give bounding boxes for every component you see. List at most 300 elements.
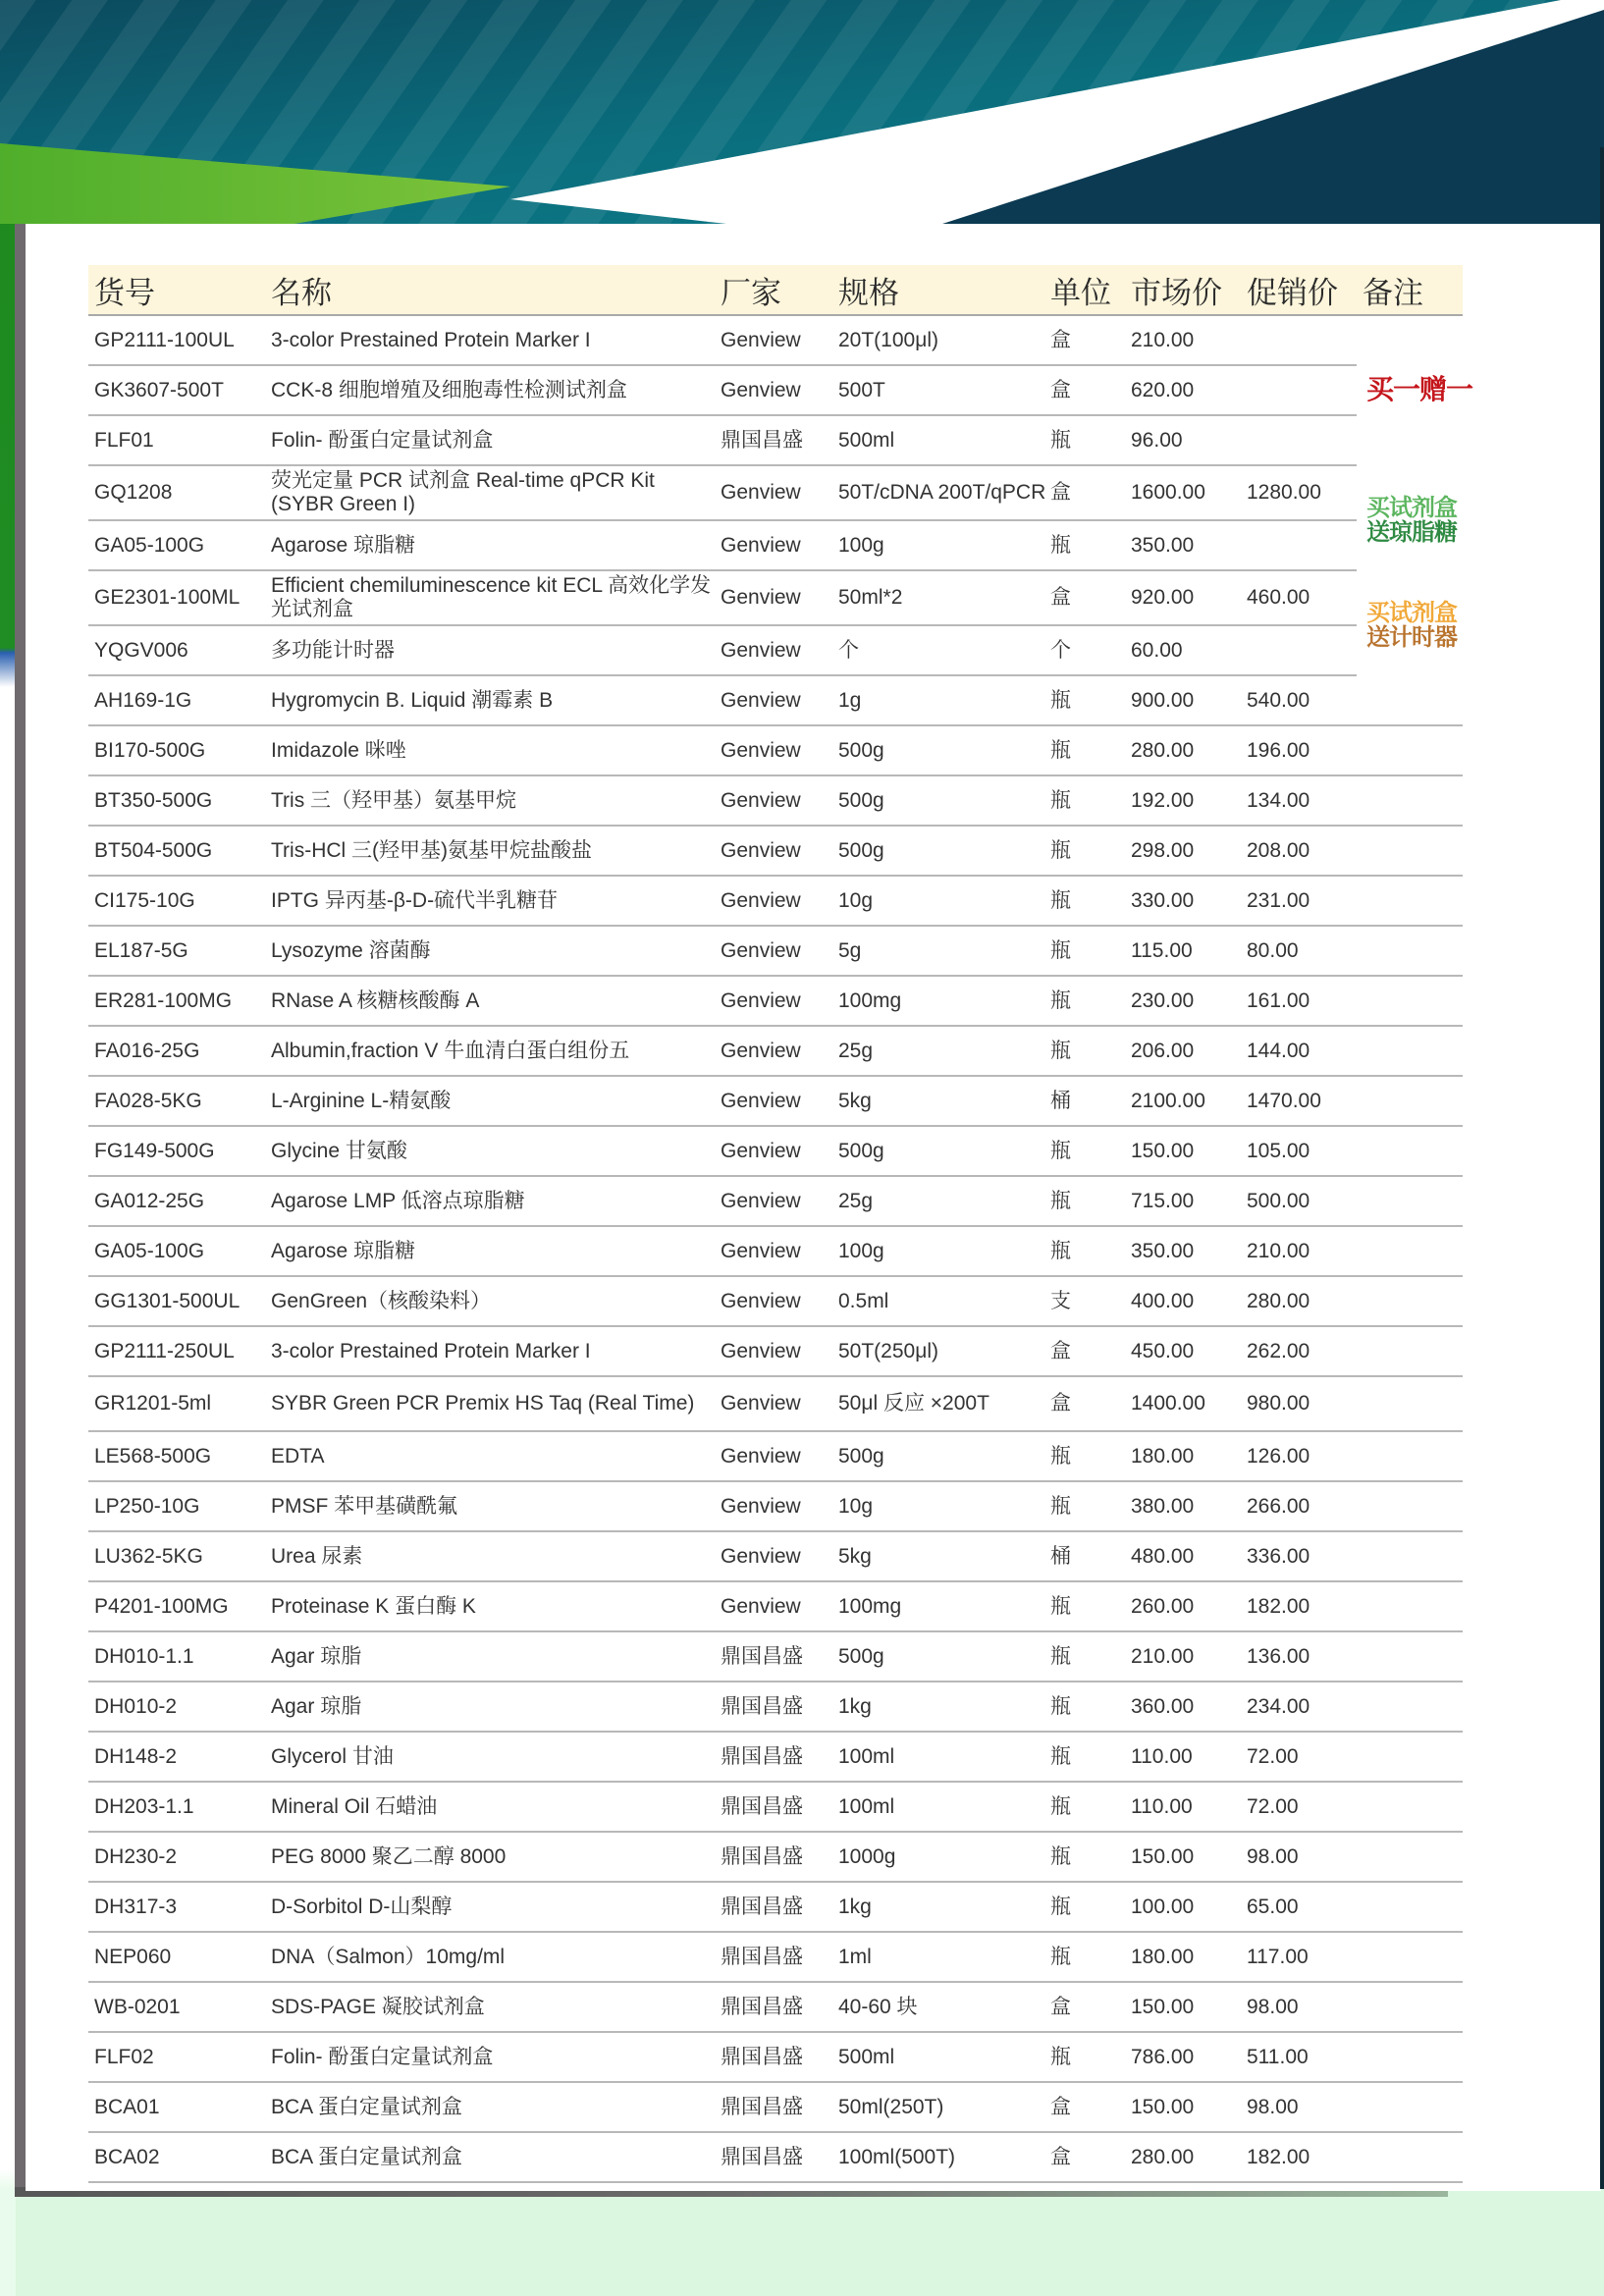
col-header-spec: 规格 <box>832 265 1044 315</box>
col-header-remark: 备注 <box>1357 265 1463 315</box>
market-price-cell: 900.00 <box>1125 675 1241 725</box>
market-price-cell: 180.00 <box>1125 1932 1241 1982</box>
table-row <box>88 1126 1463 1176</box>
unit-cell: 瓶 <box>1044 1732 1125 1782</box>
promo-price-cell: 208.00 <box>1241 826 1357 876</box>
remark-cell <box>1357 2032 1463 2082</box>
promo-price-cell: 231.00 <box>1241 876 1357 926</box>
specification-cell: 40-60 块 <box>832 1982 1044 2032</box>
unit-cell: 瓶 <box>1044 1631 1125 1682</box>
market-price-cell: 150.00 <box>1125 1126 1241 1176</box>
unit-cell: 瓶 <box>1044 826 1125 876</box>
promo-price-cell: 262.00 <box>1241 1326 1357 1376</box>
manufacturer-cell: Genview <box>715 625 832 675</box>
product-name-cell: Albumin,fraction V 牛血清白蛋白组份五 <box>265 1026 715 1076</box>
product-name-cell: Mineral Oil 石蜡油 <box>265 1782 715 1832</box>
promo-price-cell: 117.00 <box>1241 1932 1357 1982</box>
product-name-cell: D-Sorbitol D-山梨醇 <box>265 1882 715 1932</box>
table-row <box>88 1226 1463 1276</box>
product-name-cell: 荧光定量 PCR 试剂盒 Real-time qPCR Kit (SYBR Green I) <box>265 465 715 520</box>
product-name-cell: PMSF 苯甲基磺酰氟 <box>265 1481 715 1531</box>
product-code-cell: GR1201-5ml <box>88 1376 265 1431</box>
remark-cell <box>1357 315 1463 365</box>
table-row <box>88 1531 1463 1581</box>
promo-kit-timer-line1: 买试剂盒 <box>1366 600 1457 626</box>
table-row <box>88 1882 1463 1932</box>
promo-price-cell: 80.00 <box>1241 926 1357 976</box>
specification-cell: 1kg <box>832 1682 1044 1732</box>
product-name-cell: Lysozyme 溶菌酶 <box>265 926 715 976</box>
remark-cell <box>1357 1176 1463 1226</box>
product-name-cell: EDTA <box>265 1431 715 1481</box>
product-name-cell: Agar 琼脂 <box>265 1631 715 1682</box>
unit-cell: 瓶 <box>1044 725 1125 775</box>
price-table <box>88 265 1463 2183</box>
market-price-cell: 1400.00 <box>1125 1376 1241 1431</box>
specification-cell: 1ml <box>832 1932 1044 1982</box>
unit-cell: 盒 <box>1044 365 1125 415</box>
manufacturer-cell: Genview <box>715 1276 832 1326</box>
right-edge <box>1600 147 1604 2189</box>
specification-cell: 500g <box>832 826 1044 876</box>
specification-cell: 500g <box>832 1431 1044 1481</box>
remark-cell <box>1357 1682 1463 1732</box>
table-row <box>88 1581 1463 1631</box>
unit-cell: 瓶 <box>1044 675 1125 725</box>
unit-cell: 瓶 <box>1044 2032 1125 2082</box>
market-price-cell: 715.00 <box>1125 1176 1241 1226</box>
unit-cell: 瓶 <box>1044 1026 1125 1076</box>
table-row <box>88 1026 1463 1076</box>
table-row <box>88 1932 1463 1982</box>
product-code-cell: FA028-5KG <box>88 1076 265 1126</box>
product-code-cell: CI175-10G <box>88 876 265 926</box>
remark-cell <box>1357 1581 1463 1631</box>
col-header-code: 货号 <box>88 265 265 315</box>
unit-cell: 桶 <box>1044 1076 1125 1126</box>
manufacturer-cell: Genview <box>715 826 832 876</box>
manufacturer-cell: Genview <box>715 1226 832 1276</box>
promo-price-cell: 98.00 <box>1241 2082 1357 2132</box>
specification-cell: 个 <box>832 625 1044 675</box>
product-code-cell: FLF01 <box>88 415 265 465</box>
manufacturer-cell: Genview <box>715 775 832 826</box>
table-row <box>88 1631 1463 1682</box>
specification-cell: 100g <box>832 1226 1044 1276</box>
specification-cell: 20T(100μl) <box>832 315 1044 365</box>
specification-cell: 100mg <box>832 976 1044 1026</box>
table-header-row <box>88 265 1463 315</box>
product-name-cell: Urea 尿素 <box>265 1531 715 1581</box>
promo-price-cell <box>1241 625 1357 675</box>
market-price-cell: 210.00 <box>1125 1631 1241 1682</box>
specification-cell: 50ml(250T) <box>832 2082 1044 2132</box>
product-code-cell: BCA02 <box>88 2132 265 2182</box>
table-row <box>88 415 1463 465</box>
market-price-cell: 350.00 <box>1125 520 1241 570</box>
promo-price-cell: 72.00 <box>1241 1782 1357 1832</box>
col-header-unit: 单位 <box>1044 265 1125 315</box>
unit-cell: 瓶 <box>1044 1176 1125 1226</box>
unit-cell: 盒 <box>1044 315 1125 365</box>
specification-cell: 50ml*2 <box>832 570 1044 625</box>
specification-cell: 50T(250μl) <box>832 1326 1044 1376</box>
remark-cell <box>1357 1732 1463 1782</box>
promo-kit-timer <box>1366 601 1457 650</box>
market-price-cell: 96.00 <box>1125 415 1241 465</box>
table-row <box>88 1376 1463 1431</box>
table-row <box>88 1326 1463 1376</box>
market-price-cell: 260.00 <box>1125 1581 1241 1631</box>
product-code-cell: GQ1208 <box>88 465 265 520</box>
manufacturer-cell: 鼎国昌盛 <box>715 1732 832 1782</box>
manufacturer-cell: Genview <box>715 315 832 365</box>
market-price-cell: 110.00 <box>1125 1782 1241 1832</box>
manufacturer-cell: 鼎国昌盛 <box>715 1832 832 1882</box>
remark-cell <box>1357 1531 1463 1581</box>
unit-cell: 盒 <box>1044 1326 1125 1376</box>
product-name-cell: Agar 琼脂 <box>265 1682 715 1732</box>
table-row <box>88 465 1463 520</box>
unit-cell: 盒 <box>1044 2082 1125 2132</box>
specification-cell: 500g <box>832 725 1044 775</box>
remark-cell <box>1357 1481 1463 1531</box>
unit-cell: 瓶 <box>1044 1882 1125 1932</box>
product-name-cell: Glycerol 甘油 <box>265 1732 715 1782</box>
specification-cell: 50μl 反应 ×200T <box>832 1376 1044 1431</box>
col-header-market-price: 市场价 <box>1125 265 1241 315</box>
manufacturer-cell: Genview <box>715 570 832 625</box>
promo-price-cell <box>1241 415 1357 465</box>
market-price-cell: 206.00 <box>1125 1026 1241 1076</box>
market-price-cell: 450.00 <box>1125 1326 1241 1376</box>
promo-price-cell: 182.00 <box>1241 2132 1357 2182</box>
promo-price-cell: 72.00 <box>1241 1732 1357 1782</box>
market-price-cell: 2100.00 <box>1125 1076 1241 1126</box>
promo-price-cell: 196.00 <box>1241 725 1357 775</box>
promo-kit-agarose-line1: 买试剂盒 <box>1366 495 1457 521</box>
promo-buy-one-get-one: 买一赠一 <box>1366 374 1473 404</box>
unit-cell: 瓶 <box>1044 1782 1125 1832</box>
table-row <box>88 625 1463 675</box>
product-name-cell: Proteinase K 蛋白酶 K <box>265 1581 715 1631</box>
unit-cell: 瓶 <box>1044 976 1125 1026</box>
product-name-cell: RNase A 核糖核酸酶 A <box>265 976 715 1026</box>
manufacturer-cell: 鼎国昌盛 <box>715 1982 832 2032</box>
specification-cell: 100g <box>832 520 1044 570</box>
product-code-cell: BT504-500G <box>88 826 265 876</box>
product-name-cell: L-Arginine L-精氨酸 <box>265 1076 715 1126</box>
promo-price-cell: 1470.00 <box>1241 1076 1357 1126</box>
table-row <box>88 365 1463 415</box>
market-price-cell: 280.00 <box>1125 2132 1241 2182</box>
manufacturer-cell: 鼎国昌盛 <box>715 1782 832 1832</box>
table-row <box>88 570 1463 625</box>
unit-cell: 瓶 <box>1044 1682 1125 1732</box>
remark-cell <box>1357 415 1463 465</box>
specification-cell: 500g <box>832 1631 1044 1682</box>
promo-price-cell: 210.00 <box>1241 1226 1357 1276</box>
remark-cell <box>1357 1326 1463 1376</box>
promo-price-cell: 98.00 <box>1241 1982 1357 2032</box>
promo-price-cell: 500.00 <box>1241 1176 1357 1226</box>
manufacturer-cell: 鼎国昌盛 <box>715 1682 832 1732</box>
table-row <box>88 1782 1463 1832</box>
product-code-cell: WB-0201 <box>88 1982 265 2032</box>
product-name-cell: Imidazole 咪唑 <box>265 725 715 775</box>
manufacturer-cell: Genview <box>715 1176 832 1226</box>
manufacturer-cell: 鼎国昌盛 <box>715 2132 832 2182</box>
remark-cell <box>1357 876 1463 926</box>
manufacturer-cell: Genview <box>715 1126 832 1176</box>
specification-cell: 5kg <box>832 1531 1044 1581</box>
product-name-cell: Efficient chemiluminescence kit ECL 高效化学发光试剂盒 <box>265 570 715 625</box>
manufacturer-cell: 鼎国昌盛 <box>715 1882 832 1932</box>
product-code-cell: GA012-25G <box>88 1176 265 1226</box>
market-price-cell: 210.00 <box>1125 315 1241 365</box>
manufacturer-cell: 鼎国昌盛 <box>715 2082 832 2132</box>
remark-cell <box>1357 675 1463 725</box>
manufacturer-cell: Genview <box>715 1581 832 1631</box>
product-code-cell: EL187-5G <box>88 926 265 976</box>
col-header-promo-price: 促销价 <box>1241 265 1357 315</box>
market-price-cell: 920.00 <box>1125 570 1241 625</box>
unit-cell: 瓶 <box>1044 1481 1125 1531</box>
market-price-cell: 360.00 <box>1125 1682 1241 1732</box>
product-code-cell: LP250-10G <box>88 1481 265 1531</box>
manufacturer-cell: Genview <box>715 725 832 775</box>
unit-cell: 瓶 <box>1044 1126 1125 1176</box>
product-name-cell: DNA（Salmon）10mg/ml <box>265 1932 715 1982</box>
product-code-cell: NEP060 <box>88 1932 265 1982</box>
product-code-cell: LU362-5KG <box>88 1531 265 1581</box>
product-name-cell: Agarose 琼脂糖 <box>265 520 715 570</box>
market-price-cell: 400.00 <box>1125 1276 1241 1326</box>
manufacturer-cell: 鼎国昌盛 <box>715 415 832 465</box>
product-code-cell: GE2301-100ML <box>88 570 265 625</box>
banner-graphic <box>0 0 1604 224</box>
manufacturer-cell: Genview <box>715 926 832 976</box>
specification-cell: 5kg <box>832 1076 1044 1126</box>
manufacturer-cell: Genview <box>715 1481 832 1531</box>
promo-price-cell <box>1241 365 1357 415</box>
promo-price-cell: 266.00 <box>1241 1481 1357 1531</box>
remark-cell <box>1357 976 1463 1026</box>
market-price-cell: 786.00 <box>1125 2032 1241 2082</box>
specification-cell: 100ml <box>832 1732 1044 1782</box>
promo-price-cell: 134.00 <box>1241 775 1357 826</box>
unit-cell: 瓶 <box>1044 1581 1125 1631</box>
manufacturer-cell: Genview <box>715 1076 832 1126</box>
product-code-cell: GA05-100G <box>88 1226 265 1276</box>
product-code-cell: GG1301-500UL <box>88 1276 265 1326</box>
market-price-cell: 60.00 <box>1125 625 1241 675</box>
promo-price-cell: 1280.00 <box>1241 465 1357 520</box>
remark-cell <box>1357 1932 1463 1982</box>
unit-cell: 个 <box>1044 625 1125 675</box>
unit-cell: 瓶 <box>1044 1226 1125 1276</box>
market-price-cell: 230.00 <box>1125 976 1241 1026</box>
market-price-cell: 100.00 <box>1125 1882 1241 1932</box>
specification-cell: 5g <box>832 926 1044 976</box>
promo-price-cell: 136.00 <box>1241 1631 1357 1682</box>
table-row <box>88 1832 1463 1882</box>
product-code-cell: DH148-2 <box>88 1732 265 1782</box>
product-name-cell: Folin- 酚蛋白定量试剂盒 <box>265 2032 715 2082</box>
table-row <box>88 1982 1463 2032</box>
remark-cell <box>1357 725 1463 775</box>
product-code-cell: LE568-500G <box>88 1431 265 1481</box>
specification-cell: 1000g <box>832 1832 1044 1882</box>
table-row <box>88 1076 1463 1126</box>
specification-cell: 100ml(500T) <box>832 2132 1044 2182</box>
market-price-cell: 115.00 <box>1125 926 1241 976</box>
table-row <box>88 1682 1463 1732</box>
unit-cell: 瓶 <box>1044 520 1125 570</box>
product-code-cell: GP2111-100UL <box>88 315 265 365</box>
unit-cell: 盒 <box>1044 1376 1125 1431</box>
specification-cell: 100mg <box>832 1581 1044 1631</box>
product-name-cell: Tris-HCl 三(羟甲基)氨基甲烷盐酸盐 <box>265 826 715 876</box>
specification-cell: 1kg <box>832 1882 1044 1932</box>
manufacturer-cell: Genview <box>715 365 832 415</box>
table-row <box>88 1431 1463 1481</box>
promo-price-cell: 98.00 <box>1241 1832 1357 1882</box>
remark-cell <box>1357 2082 1463 2132</box>
product-code-cell: BT350-500G <box>88 775 265 826</box>
unit-cell: 桶 <box>1044 1531 1125 1581</box>
remark-cell <box>1357 1882 1463 1932</box>
unit-cell: 瓶 <box>1044 1932 1125 1982</box>
product-code-cell: FG149-500G <box>88 1126 265 1176</box>
promo-price-cell <box>1241 315 1357 365</box>
remark-cell <box>1357 1631 1463 1682</box>
specification-cell: 100ml <box>832 1782 1044 1832</box>
product-code-cell: FA016-25G <box>88 1026 265 1076</box>
product-name-cell: BCA 蛋白定量试剂盒 <box>265 2082 715 2132</box>
table-row <box>88 2032 1463 2082</box>
table-row <box>88 520 1463 570</box>
market-price-cell: 110.00 <box>1125 1732 1241 1782</box>
manufacturer-cell: 鼎国昌盛 <box>715 2032 832 2082</box>
table-row <box>88 1732 1463 1782</box>
product-name-cell: 3-color Prestained Protein Marker I <box>265 1326 715 1376</box>
promo-price-cell: 460.00 <box>1241 570 1357 625</box>
product-name-cell: SYBR Green PCR Premix HS Taq (Real Time) <box>265 1376 715 1431</box>
remark-cell <box>1357 1982 1463 2032</box>
specification-cell: 500ml <box>832 2032 1044 2082</box>
unit-cell: 支 <box>1044 1276 1125 1326</box>
promo-price-cell: 161.00 <box>1241 976 1357 1026</box>
specification-cell: 1g <box>832 675 1044 725</box>
table-row <box>88 826 1463 876</box>
product-name-cell: PEG 8000 聚乙二醇 8000 <box>265 1832 715 1882</box>
remark-cell <box>1357 826 1463 876</box>
manufacturer-cell: Genview <box>715 1376 832 1431</box>
product-code-cell: GP2111-250UL <box>88 1326 265 1376</box>
product-code-cell: FLF02 <box>88 2032 265 2082</box>
product-code-cell: BI170-500G <box>88 725 265 775</box>
product-code-cell: DH010-2 <box>88 1682 265 1732</box>
product-name-cell: SDS-PAGE 凝胶试剂盒 <box>265 1982 715 2032</box>
promo-price-cell: 144.00 <box>1241 1026 1357 1076</box>
unit-cell: 盒 <box>1044 2132 1125 2182</box>
market-price-cell: 192.00 <box>1125 775 1241 826</box>
remark-cell <box>1357 1226 1463 1276</box>
promo-price-cell: 234.00 <box>1241 1682 1357 1732</box>
table-row <box>88 1481 1463 1531</box>
remark-cell <box>1357 1782 1463 1832</box>
promo-price-cell: 336.00 <box>1241 1531 1357 1581</box>
specification-cell: 10g <box>832 876 1044 926</box>
remark-cell <box>1357 1126 1463 1176</box>
market-price-cell: 150.00 <box>1125 2082 1241 2132</box>
product-code-cell: DH203-1.1 <box>88 1782 265 1832</box>
promo-price-cell: 540.00 <box>1241 675 1357 725</box>
promo-price-cell: 980.00 <box>1241 1376 1357 1431</box>
market-price-cell: 1600.00 <box>1125 465 1241 520</box>
table-row <box>88 926 1463 976</box>
product-code-cell: AH169-1G <box>88 675 265 725</box>
promo-price-cell: 126.00 <box>1241 1431 1357 1481</box>
market-price-cell: 350.00 <box>1125 1226 1241 1276</box>
product-code-cell: DH230-2 <box>88 1832 265 1882</box>
specification-cell: 25g <box>832 1176 1044 1226</box>
table-row <box>88 2082 1463 2132</box>
manufacturer-cell: Genview <box>715 1326 832 1376</box>
product-name-cell: CCK-8 细胞增殖及细胞毒性检测试剂盒 <box>265 365 715 415</box>
specification-cell: 25g <box>832 1026 1044 1076</box>
unit-cell: 瓶 <box>1044 1431 1125 1481</box>
unit-cell: 盒 <box>1044 1982 1125 2032</box>
market-price-cell: 298.00 <box>1125 826 1241 876</box>
product-name-cell: Agarose 琼脂糖 <box>265 1226 715 1276</box>
col-header-name: 名称 <box>265 265 715 315</box>
specification-cell: 10g <box>832 1481 1044 1531</box>
product-name-cell: Folin- 酚蛋白定量试剂盒 <box>265 415 715 465</box>
market-price-cell: 280.00 <box>1125 725 1241 775</box>
specification-cell: 500g <box>832 1126 1044 1176</box>
product-code-cell: YQGV006 <box>88 625 265 675</box>
product-name-cell: Agarose LMP 低溶点琼脂糖 <box>265 1176 715 1226</box>
manufacturer-cell: Genview <box>715 465 832 520</box>
table-row <box>88 675 1463 725</box>
unit-cell: 瓶 <box>1044 926 1125 976</box>
remark-cell <box>1357 1276 1463 1326</box>
promo-kit-timer-line2: 送计时器 <box>1366 624 1457 651</box>
manufacturer-cell: Genview <box>715 675 832 725</box>
col-header-maker: 厂家 <box>715 265 832 315</box>
promo-price-cell: 65.00 <box>1241 1882 1357 1932</box>
specification-cell: 500ml <box>832 415 1044 465</box>
unit-cell: 瓶 <box>1044 1832 1125 1882</box>
manufacturer-cell: Genview <box>715 1431 832 1481</box>
market-price-cell: 150.00 <box>1125 1832 1241 1882</box>
manufacturer-cell: 鼎国昌盛 <box>715 1631 832 1682</box>
product-name-cell: Hygromycin B. Liquid 潮霉素 B <box>265 675 715 725</box>
table-row <box>88 1276 1463 1326</box>
table-row <box>88 976 1463 1026</box>
product-code-cell: P4201-100MG <box>88 1581 265 1631</box>
remark-cell <box>1357 1376 1463 1431</box>
product-name-cell: IPTG 异丙基-β-D-硫代半乳糖苷 <box>265 876 715 926</box>
unit-cell: 盒 <box>1044 570 1125 625</box>
specification-cell: 0.5ml <box>832 1276 1044 1326</box>
specification-cell: 500g <box>832 775 1044 826</box>
table-row <box>88 725 1463 775</box>
table-body <box>88 315 1463 2182</box>
manufacturer-cell: Genview <box>715 976 832 1026</box>
